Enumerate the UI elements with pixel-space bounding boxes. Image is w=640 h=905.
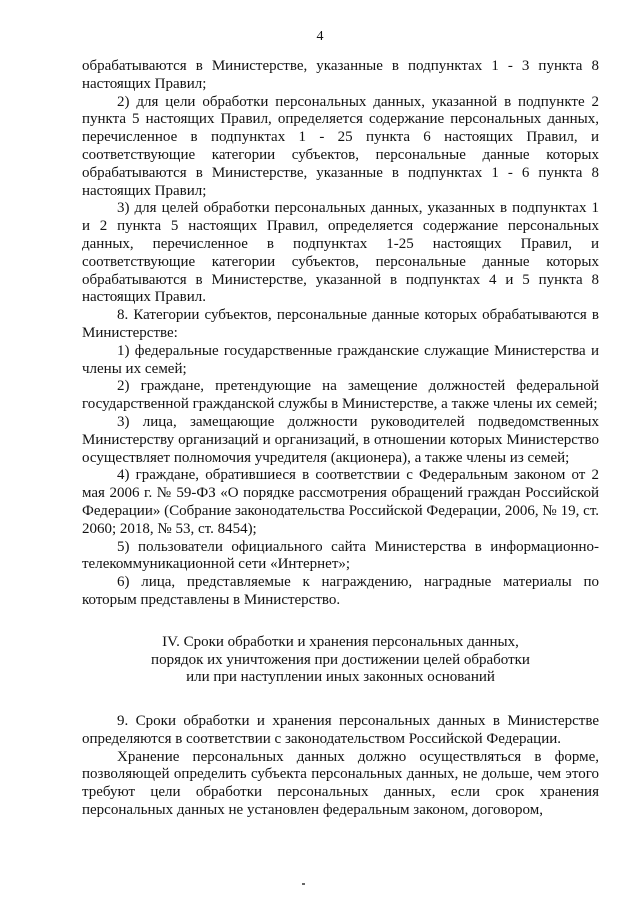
section-heading-line: IV. Сроки обработки и хранения персональных данных, [162,633,519,650]
scan-speck [302,883,305,885]
list-item: 5) пользователи официального сайта Министерства в информационно-телекоммуникационной сети «Интернет»; [82,538,599,573]
list-item: 2) граждане, претендующие на замещение должностей федеральной государственной гражданской службы в Министерстве, а также члены их семей; [82,378,599,413]
section-heading [82,634,599,687]
paragraph: 8. Категории субъектов, персональные данные которых обрабатываются в Министерстве: [82,307,599,341]
list-item: 4) граждане, обратившиеся в соответствии с Федеральным законом от 2 мая 2006 г. № 59-ФЗ «О порядке рассмотрения обращений граждан Российской Федерации» (Собрание законодательства Российской Федерации, 2006, № 19, ст. 2060; 2018, № 53, ст. 8454); [82,467,599,537]
paragraphs-after [82,713,599,820]
paragraphs-before [82,58,599,610]
section-heading-line: или при наступлении иных законных оснований [186,669,495,686]
paragraph: 9. Сроки обработки и хранения персональных данных в Министерстве определяются в соответствии с законодательством Российской Федерации. [82,713,599,747]
document-body [82,58,599,820]
list-item: 1) федеральные государственные гражданские служащие Министерства и члены их семей; [82,342,599,377]
paragraph: 3) для целей обработки персональных данных, указанных в подпунктах 1 и 2 пункта 5 настоящих Правил, определяется содержание персональных данных, перечисленное в подпунктах 1-25 настоящих Правил, и соответствующие категории субъектов, персональные данные которых обрабатываются в Министерстве, указанной в подпунктах 4 и 5 пункта 8 настоящих Правил. [82,200,599,306]
section-heading-line: порядок их уничтожения при достижении целей обработки [151,651,530,668]
list-item: 6) лица, представляемые к награждению, наградные материалы по которым представлены в Министерство. [82,574,599,608]
paragraph: Хранение персональных данных должно осуществляться в форме, позволяющей определить субъекта персональных данных, не дольше, чем этого требуют цели обработки персональных данных, если срок хранения персональных данных не установлен федеральным законом, договором, [82,748,599,819]
paragraph: обрабатываются в Министерстве, указанные в подпунктах 1 - 3 пункта 8 настоящих Правил; [82,58,599,92]
list-item: 3) лица, замещающие должности руководителей подведомственных Министерству организаций и организаций, в отношении которых Министерство осуществляет полномочия учредителя (акционера), а также члены из семей; [82,413,599,466]
page-number: 4 [316,29,324,44]
paragraph: 2) для цели обработки персональных данных, указанной в подпункте 2 пункта 5 настоящих Правил, определяется содержание персональных данных, перечисленное в подпунктах 1 - 25 пункта 6 настоящих Правил, и соответствующие категории субъектов, персональные данные которых обрабатываются в Министерстве, указанные в подпунктах 1 - 6 пункта 8 настоящих Правил; [82,93,599,199]
